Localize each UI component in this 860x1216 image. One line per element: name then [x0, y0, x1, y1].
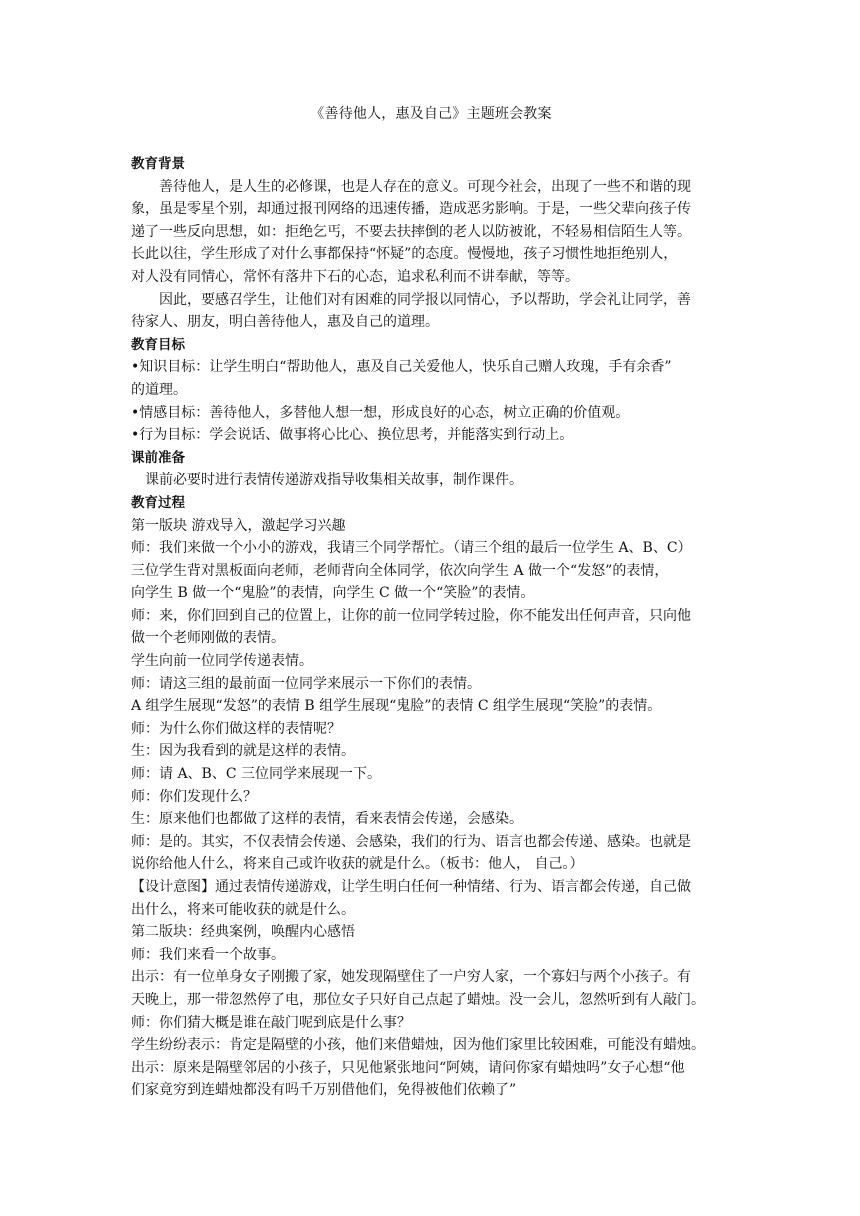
paragraph-line: 待家人、朋友，明白善待他人，惠及自己的道理。 [131, 314, 439, 331]
process-line: 们家竟穷到连蜡烛都没有吗千万别借他们，免得被他们依赖了” [131, 1082, 517, 1099]
document-title: 《善待他人，惠及自己》主题班会教案 [310, 106, 552, 122]
paragraph-line: 递了一些反向思想，如：拒绝乞丐，不要去扶摔倒的老人以防被讹，不轻易相信陌生人等。 [131, 223, 691, 240]
process-line: A 组学生展现“发怒”的表情 B 组学生展现“鬼脸”的表情 C 组学生展现“笑脸”的表情。 [131, 698, 662, 715]
process-line: 生：原来他们也都做了这样的表情，看来表情会传递，会感染。 [131, 811, 523, 828]
process-line: 学生向前一位同学传递表情。 [131, 653, 313, 670]
process-line: 出示：有一位单身女子刚搬了家，她发现隔壁住了一户穷人家，一个寡妇与两个小孩子。有 [131, 969, 691, 986]
paragraph-line: 对人没有同情心，常怀有落井下石的心态，追求私利而不讲奉献，等等。 [131, 268, 579, 285]
process-line: 师：来，你们回到自己的位置上，让你的前一位同学转过脸，你不能发出任何声音，只向他 [131, 607, 691, 624]
process-line: 做一个老师刚做的表情。 [131, 630, 285, 647]
paragraph-line: 课前必要时进行表情传递游戏指导收集相关故事，制作课件。 [145, 472, 523, 489]
process-line: 天晚上，那一带忽然停了电，那位女子只好自己点起了蜡烛。没一会儿，忽然听到有人敲门。 [131, 991, 705, 1008]
process-line: 向学生 B 做一个“鬼脸”的表情，向学生 C 做一个“笑脸”的表情。 [131, 585, 535, 602]
paragraph-line: 象，虽是零星个别，却通过报刊网络的迅速传播，造成恶劣影响。于是，一些父辈向孩子传 [131, 201, 691, 218]
process-line: 三位学生背对黑板面向老师，老师背向全体同学，依次向学生 A 做一个“发怒”的表情， [131, 562, 669, 579]
process-line: 学生纷纷表示：肯定是隔壁的小孩，他们来借蜡烛，因为他们家里比较困难，可能没有蜡烛。 [131, 1037, 705, 1054]
design-intent-line: 【设计意图】通过表情传递游戏，让学生明白任何一种情绪、行为、语言都会传递，自己做 [131, 879, 691, 895]
process-line: 第二版块：经典案例，唤醒内心感悟 [131, 924, 355, 941]
section-heading-goals: 教育目标 [131, 336, 185, 353]
paragraph-line: 善待他人，是人生的必修课，也是人存在的意义。可现今社会，出现了一些不和谐的现 [159, 178, 691, 195]
process-line: 师：为什么你们做这样的表情呢？ [131, 720, 341, 737]
process-line: 出示：原来是隔壁邻居的小孩子，只见他紧张地问“阿姨，请问你家有蜡烛吗”女子心想“他 [131, 1059, 685, 1076]
goal-item-continued: 的道理。 [131, 381, 187, 398]
section-heading-preparation: 课前准备 [131, 449, 185, 466]
process-line: 师：你们发现什么？ [131, 788, 257, 805]
process-line: 生：因为我看到的就是这样的表情。 [131, 743, 355, 760]
process-line: 第一版块 游戏导入，激起学习兴趣 [131, 517, 346, 534]
process-line: 师：请这三组的最前面一位同学来展示一下你们的表情。 [131, 675, 481, 692]
section-heading-background: 教育背景 [131, 156, 185, 172]
process-line: 师：我们来做一个小小的游戏，我请三个同学帮忙。（请三个组的最后一位学生 A、B、C） [131, 540, 692, 557]
goal-item: •情感目标：善待他人，多替他人想一想，形成良好的心态，树立正确的价值观。 [131, 404, 630, 421]
process-line: 说你给他人什么，将来自己或许收获的就是什么。（板书：他人， 自己。） [131, 856, 584, 873]
paragraph-line: 长此以往，学生形成了对什么事都保持“怀疑”的态度。慢慢地，孩子习惯性地拒绝别人， [131, 246, 678, 263]
process-line: 师：是的。其实，不仅表情会传递、会感染，我们的行为、语言也都会传递、感染。也就是 [131, 833, 691, 850]
goal-item: •行为目标：学会说话、做事将心比心、换位思考，并能落实到行动上。 [131, 427, 574, 444]
document-page [131, 101, 731, 1102]
process-line: 师：我们来看一个故事。 [131, 946, 285, 963]
process-line: 师：请 A、B、C 三位同学来展现一下。 [131, 766, 382, 783]
design-intent-line: 出什么，将来可能收获的就是什么。 [131, 901, 355, 918]
goal-item: •知识目标：让学生明白“帮助他人，惠及自己关爱他人，快乐自己赠人玫瑰，手有余香” [131, 359, 672, 376]
paragraph-line: 因此，要感召学生，让他们对有困难的同学报以同情心，予以帮助，学会礼让同学，善 [159, 291, 691, 308]
section-heading-process: 教育过程 [131, 494, 185, 511]
process-line: 师：你们猜大概是谁在敲门呢到底是什么事？ [131, 1014, 411, 1031]
